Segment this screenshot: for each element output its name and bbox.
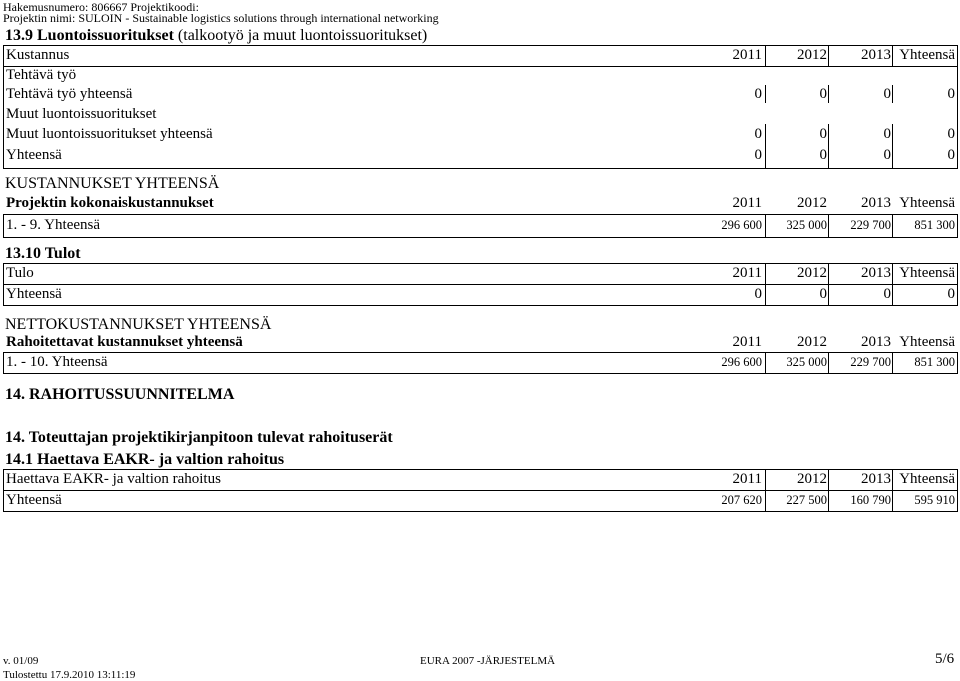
col-2013: 2013 bbox=[861, 334, 891, 350]
row-tehtava-tyo: Tehtävä työ bbox=[6, 67, 77, 83]
footer-version: v. 01/09 bbox=[3, 655, 39, 667]
row-tehtava-tyo-yhteensa: Tehtävä työ yhteensä bbox=[6, 86, 133, 102]
col-2012: 2012 bbox=[797, 265, 827, 281]
footer-printed: Tulostettu 17.9.2010 13:11:19 bbox=[3, 669, 136, 681]
col-2011: 2011 bbox=[732, 265, 762, 281]
value-cell: 0 bbox=[947, 126, 955, 142]
col-2013: 2013 bbox=[861, 195, 891, 211]
section-13-9-title-rest: (talkootyö ja muut luontoissuoritukset) bbox=[173, 27, 428, 44]
row-1-10-yhteensa: 1. - 10. Yhteensä bbox=[6, 354, 108, 370]
col-2013: 2013 bbox=[861, 265, 891, 281]
footer-page-number: 5/6 bbox=[935, 651, 955, 667]
value-cell: 0 bbox=[754, 286, 762, 302]
row-1-9-yhteensa: 1. - 9. Yhteensä bbox=[6, 217, 100, 233]
section-13-9-title-bold: 13.9 Luontoissuoritukset bbox=[5, 27, 174, 44]
kustannus-header: Kustannus bbox=[6, 47, 70, 63]
col-total: Yhteensä bbox=[899, 334, 955, 350]
col-2012: 2012 bbox=[797, 195, 827, 211]
value-cell: 229 700 bbox=[850, 218, 891, 232]
col-2011: 2011 bbox=[732, 195, 762, 211]
row-muut-luontoissuoritukset: Muut luontoissuoritukset bbox=[6, 106, 157, 122]
header-application-number: Hakemusnumero: 806667 Projektikoodi: bbox=[3, 0, 199, 14]
footer-system: EURA 2007 -JÄRJESTELMÄ bbox=[420, 655, 556, 667]
value-cell: 0 bbox=[883, 286, 891, 302]
value-cell: 0 bbox=[819, 286, 827, 302]
haettava-rahoitus-header: Haettava EAKR- ja valtion rahoitus bbox=[6, 471, 221, 487]
value-cell: 0 bbox=[883, 86, 891, 102]
value-cell: 0 bbox=[883, 147, 891, 163]
value-cell: 0 bbox=[819, 147, 827, 163]
col-2011: 2011 bbox=[732, 47, 762, 63]
row-yhteensa: Yhteensä bbox=[6, 286, 62, 302]
nettokustannukset-title: NETTOKUSTANNUKSET YHTEENSÄ bbox=[5, 316, 272, 333]
value-cell: 0 bbox=[947, 147, 955, 163]
col-2011: 2011 bbox=[732, 471, 762, 487]
col-2012: 2012 bbox=[797, 471, 827, 487]
col-2012: 2012 bbox=[797, 47, 827, 63]
value-cell: 207 620 bbox=[721, 493, 762, 507]
value-cell: 296 600 bbox=[721, 355, 762, 369]
value-cell: 296 600 bbox=[721, 218, 762, 232]
section-13-9-title bbox=[5, 27, 427, 45]
col-2012: 2012 bbox=[797, 334, 827, 350]
col-total: Yhteensä bbox=[899, 47, 955, 63]
section-14-1-title: 14.1 Haettava EAKR- ja valtion rahoitus bbox=[5, 451, 285, 468]
col-2013: 2013 bbox=[861, 47, 891, 63]
section-14-title: 14. RAHOITUSSUUNNITELMA bbox=[5, 386, 235, 403]
rahoitettavat-kustannukset-header: Rahoitettavat kustannukset yhteensä bbox=[6, 334, 243, 350]
header-project-name: Projektin nimi: SULOIN - Sustainable logistics solutions through international networking bbox=[3, 11, 439, 25]
value-cell: 227 500 bbox=[786, 493, 827, 507]
value-cell: 0 bbox=[754, 147, 762, 163]
col-total: Yhteensä bbox=[899, 195, 955, 211]
value-cell: 0 bbox=[819, 126, 827, 142]
value-cell: 851 300 bbox=[914, 355, 955, 369]
row-muut-yhteensa: Muut luontoissuoritukset yhteensä bbox=[6, 126, 213, 142]
value-cell: 0 bbox=[819, 86, 827, 102]
value-cell: 0 bbox=[947, 86, 955, 102]
value-cell: 325 000 bbox=[786, 218, 827, 232]
projektin-kokonaiskustannukset-header: Projektin kokonaiskustannukset bbox=[6, 195, 214, 211]
col-2013: 2013 bbox=[861, 471, 891, 487]
value-cell: 0 bbox=[947, 286, 955, 302]
value-cell: 595 910 bbox=[914, 493, 955, 507]
section-13-10-title: 13.10 Tulot bbox=[5, 245, 81, 262]
value-cell: 325 000 bbox=[786, 355, 827, 369]
value-cell: 0 bbox=[754, 86, 762, 102]
section-14-subtitle: 14. Toteuttajan projektikirjanpitoon tulevat rahoituserät bbox=[5, 429, 393, 446]
value-cell: 851 300 bbox=[914, 218, 955, 232]
value-cell: 0 bbox=[883, 126, 891, 142]
tulo-header: Tulo bbox=[6, 265, 34, 281]
col-total: Yhteensä bbox=[899, 265, 955, 281]
col-total: Yhteensä bbox=[899, 471, 955, 487]
kustannukset-yhteensa-title: KUSTANNUKSET YHTEENSÄ bbox=[5, 175, 220, 192]
row-yhteensa: Yhteensä bbox=[6, 147, 62, 163]
row-yhteensa: Yhteensä bbox=[6, 492, 62, 508]
value-cell: 229 700 bbox=[850, 355, 891, 369]
value-cell: 0 bbox=[754, 126, 762, 142]
col-2011: 2011 bbox=[732, 334, 762, 350]
value-cell: 160 790 bbox=[850, 493, 891, 507]
